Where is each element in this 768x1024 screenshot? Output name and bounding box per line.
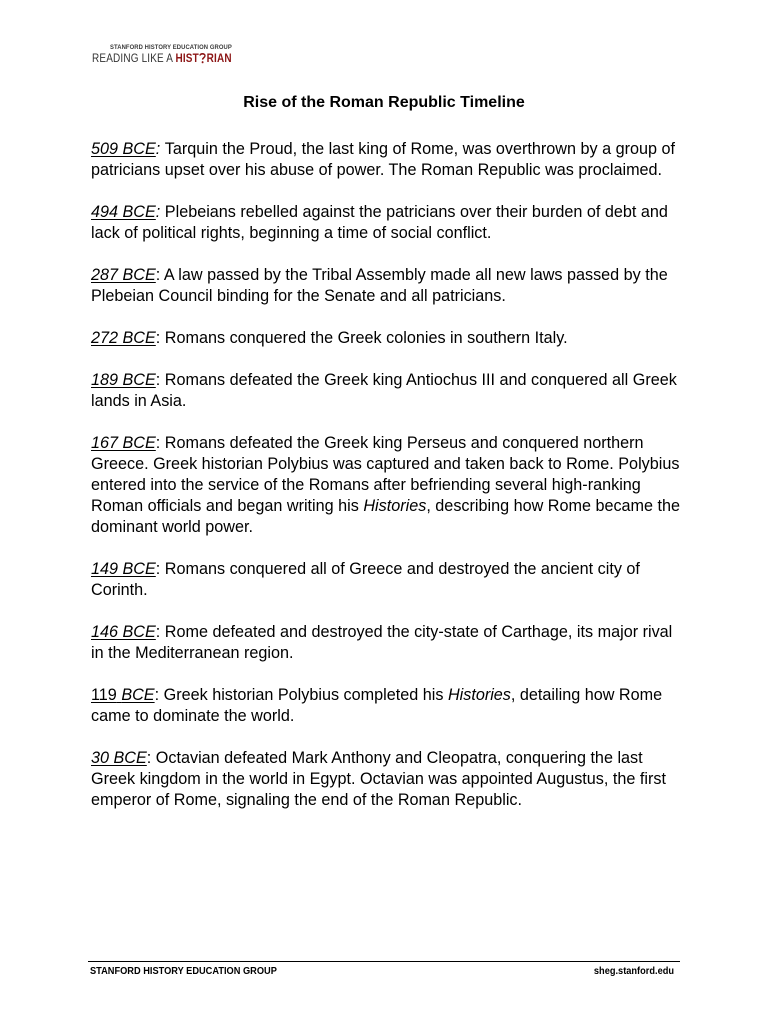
timeline-entry: 167 BCE: Romans defeated the Greek king Perseus and conquered northern Greece. Greek historian Polybius was captured and taken back to Rome. Polybius entered into the service of the Romans after befriending several high-ranking Roman officials and began writing his Histories, describing how Rome became the dominant world power. <box>91 434 681 536</box>
logo-wordmark-prefix: READING LIKE A <box>92 52 176 65</box>
page-title: Rise of the Roman Republic Timeline <box>243 94 525 111</box>
entry-year: 272 BCE <box>91 329 156 347</box>
entry-year-unit: BCE <box>121 686 155 704</box>
entry-year: 509 BCE <box>91 140 156 158</box>
timeline-entry: 272 BCE: Romans conquered the Greek colonies in southern Italy. <box>91 329 568 347</box>
entry-text-after: , detailing how Rome came to dominate the world. <box>91 686 663 725</box>
footer-website: sheg.stanford.edu <box>593 965 674 977</box>
entry-year: 149 BCE <box>91 560 156 578</box>
entry-work-title: Histories <box>363 497 427 515</box>
timeline-entry: 189 BCE: Romans defeated the Greek king Antiochus III and conquered all Greek lands in Asia. <box>91 371 677 410</box>
timeline-entry: 146 BCE: Rome defeated and destroyed the city-state of Carthage, its major rival in the Mediterranean region. <box>91 623 673 662</box>
logo-wordmark <box>92 52 232 65</box>
timeline-entry: 149 BCE: Romans conquered all of Greece and destroyed the ancient city of Corinth. <box>91 560 640 599</box>
timeline-entry: 287 BCE: A law passed by the Tribal Assembly made all new laws passed by the Plebeian Council binding for the Senate and all patricians. <box>91 266 668 305</box>
entry-year: 167 BCE <box>91 434 156 452</box>
entry-text-after: , describing how Rome became the dominant world power. <box>91 497 681 536</box>
timeline-entry: 30 BCE: Octavian defeated Mark Anthony and Cleopatra, conquering the last Greek kingdom in the world in Egypt. Octavian was appointed Augustus, the first emperor of Rome, signaling the end of the Roman Republic. <box>91 749 666 809</box>
magnifying-question-mark-icon <box>199 52 207 64</box>
entry-year-number: 119 <box>91 686 117 704</box>
entry-text: Romans defeated the Greek king Antiochus III and conquered all Greek lands in Asia. <box>91 371 677 410</box>
entry-year: 287 BCE <box>91 266 156 284</box>
entry-text: Tarquin the Proud, the last king of Rome, was overthrown by a group of patricians upset over his abuse of power. The Roman Republic was proclaimed. <box>91 140 675 179</box>
entry-year: 494 BCE <box>91 203 156 221</box>
entry-work-title: Histories <box>447 686 511 704</box>
entry-year: 146 BCE <box>91 623 156 641</box>
entry-year: 30 BCE <box>91 749 147 767</box>
entry-text: Plebeians rebelled against the patricians over their burden of debt and lack of political rights, beginning a time of social conflict. <box>91 203 668 242</box>
reading-like-a-historian-logo <box>92 44 232 65</box>
entry-year: 189 BCE <box>91 371 156 389</box>
footer-organization: STANFORD HISTORY EDUCATION GROUP <box>90 965 277 977</box>
logo-group-name: STANFORD HISTORY EDUCATION GROUP <box>110 44 232 51</box>
entry-text: Octavian defeated Mark Anthony and Cleopatra, conquering the last Greek kingdom in the world in Egypt. Octavian was appointed Augustus, the first emperor of Rome, signaling the end of the Roman Republic. <box>91 749 666 809</box>
footer-divider <box>88 961 680 962</box>
entry-text: Rome defeated and destroyed the city-state of Carthage, its major rival in the Mediterranean region. <box>91 623 673 662</box>
timeline-list <box>91 139 681 832</box>
logo-wordmark-rian: RIAN <box>206 52 232 65</box>
timeline-entry: 494 BCE: Plebeians rebelled against the patricians over their burden of debt and lack of political rights, beginning a time of social conflict. <box>91 203 668 242</box>
timeline-entry: 509 BCE: Tarquin the Proud, the last king of Rome, was overthrown by a group of patricians upset over his abuse of power. The Roman Republic was proclaimed. <box>91 140 675 179</box>
timeline-entry: 119 BCE: Greek historian Polybius completed his Histories, detailing how Rome came to dominate the world. <box>91 686 663 725</box>
entry-text: Romans conquered all of Greece and destroyed the ancient city of Corinth. <box>91 560 640 599</box>
entry-text: Romans conquered the Greek colonies in southern Italy. <box>164 329 568 347</box>
entry-text: Greek historian Polybius completed his <box>163 686 448 704</box>
logo-wordmark-hist: HIST <box>175 52 199 65</box>
entry-year <box>91 686 155 704</box>
entry-text: A law passed by the Tribal Assembly made all new laws passed by the Plebeian Council binding for the Senate and all patricians. <box>91 266 668 305</box>
entry-text: Romans defeated the Greek king Perseus and conquered northern Greece. Greek historian Polybius was captured and taken back to Rome. Polybius entered into the service of the Romans after befriending several high-ranking Roman officials and began writing his <box>91 434 680 515</box>
